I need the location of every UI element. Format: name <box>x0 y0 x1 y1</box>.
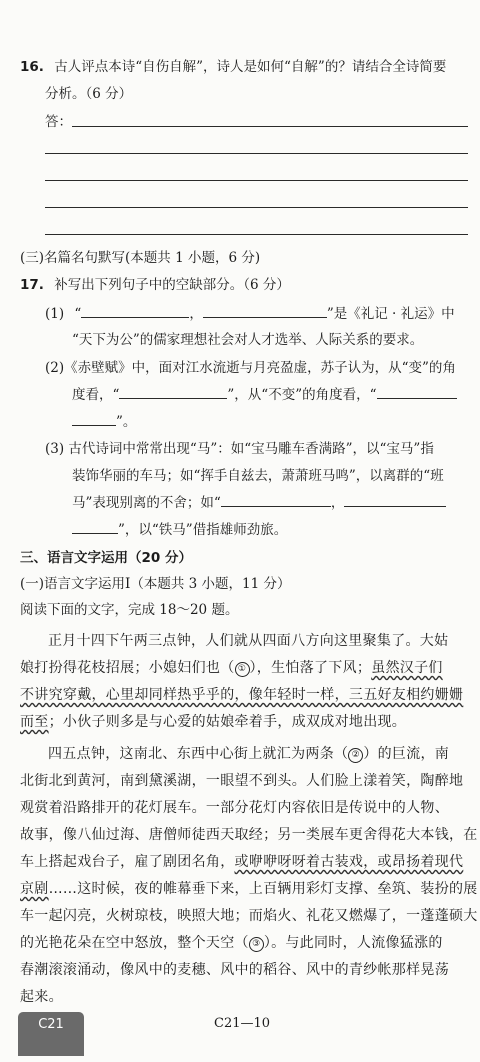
reading-instruction: 阅读下面的文字，完成 18～20 题。 <box>20 602 239 618</box>
passage-p1-line1: 正月十四下午两三点钟，人们就从四面八方向这里聚集了。大姑 <box>48 633 449 649</box>
wavy-underlined-sentence: 而至 <box>20 714 49 730</box>
item1-number: (1) <box>45 306 65 322</box>
wavy-underlined-sentence: 或咿咿呀呀着古装戏，或昂扬着现代 <box>234 854 464 870</box>
answer-line-1[interactable] <box>72 126 468 127</box>
answer-label: 答： <box>45 114 72 130</box>
text-span: ）。与此同时，人流像猛涨的 <box>263 935 443 951</box>
section-heading-language: 三、语言文字运用（20 分） <box>20 550 192 566</box>
text-span: ）的巨流，南 <box>363 746 450 762</box>
q17-item1-line1 <box>45 302 455 322</box>
answer-line-5[interactable] <box>45 234 468 235</box>
blank-3-2b[interactable] <box>72 520 118 534</box>
item3-prefix: 马”表现别离的不舍；如“ <box>72 495 221 511</box>
passage-p1-line4 <box>20 711 406 731</box>
answer-line-3[interactable] <box>45 180 468 181</box>
page-number: C21—10 <box>214 1016 271 1031</box>
q17-item3-line2: 装饰华丽的车马；如“挥手自兹去，萧萧班马鸣”，以离群的“班 <box>72 468 444 484</box>
passage-p2-line3: 观赏着沿路排开的花灯展车。一部分花灯内容依旧是传说中的人物、 <box>20 800 449 816</box>
blank-3-1[interactable] <box>221 493 331 507</box>
blank-marker-1: ① <box>235 662 250 677</box>
passage-p2-line4: 故事，像八仙过海、唐僧师徒西天取经；另一类展车更舍得花大本钱，在 <box>20 827 478 843</box>
q17-item1-line2: “天下为公”的儒家理想社会对人才选举、人际关系的要求。 <box>72 332 424 348</box>
comma: ， <box>330 495 345 511</box>
blank-2-2b[interactable] <box>72 412 116 426</box>
text-span: ），生怕落了下风； <box>249 660 372 676</box>
passage-p2-line9: 春潮滚滚涌动，像风中的麦穗、风中的稻谷、风中的青纱帐那样晃荡 <box>20 962 449 978</box>
q17-item2-line2 <box>72 383 457 403</box>
q17-item3-line3 <box>72 491 446 511</box>
text-span: 娘打扮得花枝招展；小媳妇们也（ <box>20 660 235 676</box>
passage-p2-line5 <box>20 851 463 871</box>
passage-p2-line7: 车一起闪亮，火树琼枝，映照大地；而焰火、礼花又燃爆了，一蓬蓬硕大 <box>20 908 478 924</box>
text-span: 的光艳花朵在空中怒放，整个天空（ <box>20 935 249 951</box>
page-tab <box>18 1012 84 1056</box>
passage-p1-line3 <box>20 684 463 704</box>
wavy-underlined-sentence: 京剧 <box>20 881 49 897</box>
subsection-heading: (一)语言文字运用Ⅰ（本题共 3 小题，11 分） <box>20 576 291 592</box>
passage-p2-line8 <box>20 932 443 952</box>
comma: ， <box>189 306 203 322</box>
item2-mid: ”，从“不变”的角度看，“ <box>227 387 377 403</box>
q17-item2-line3 <box>72 410 136 430</box>
blank-3-2a[interactable] <box>344 493 446 507</box>
q16-text: 古人评点本诗“自伤自解”，诗人是如何“自解”的？请结合全诗简要 <box>54 59 447 75</box>
text-span: 四五点钟，这南北、东西中心街上就汇为两条（ <box>48 746 349 762</box>
text-span: ；小伙子则多是与心爱的姑娘牵着手，成双成对地出现。 <box>48 714 407 730</box>
passage-p2-line6 <box>20 878 478 898</box>
answer-line-4[interactable] <box>45 207 468 208</box>
page-tab-label: C21 <box>38 1017 64 1032</box>
passage-p2-line2: 北街北到黄河，南到黛溪湖，一眼望不到头。人们脸上漾着笑，陶醉地 <box>20 773 464 789</box>
passage-p1-line2 <box>20 657 443 677</box>
section-heading-mingju: (三)名篇名句默写(本题共 1 小题，6 分) <box>20 250 261 266</box>
passage-p2-line10: 起来。 <box>20 989 63 1005</box>
q17-stem: 补写出下列句子中的空缺部分。（6 分） <box>54 277 290 293</box>
wavy-underlined-sentence: 不讲究穿戴，心里却同样热乎乎的，像年轻时一样，三五好友相约姗姗 <box>20 687 464 703</box>
blank-marker-3: ③ <box>249 937 264 952</box>
item2-tail: ”。 <box>116 414 137 430</box>
passage-p2-line1 <box>48 743 449 763</box>
answer-line-2[interactable] <box>45 153 468 154</box>
text-span: ……这时候，夜的帷幕垂下来，上百辆用彩灯支撑、垒筑、装扮的展 <box>48 881 478 897</box>
blank-1-1[interactable] <box>81 304 189 318</box>
blank-2-2a[interactable] <box>377 385 457 399</box>
q16-line1 <box>20 55 446 75</box>
q16-number: 16. <box>20 59 44 75</box>
q17-number: 17. <box>20 277 44 293</box>
q17-item2-line1: (2)《赤壁赋》中，面对江水流逝与月亮盈虚，苏子认为，从“变”的角 <box>45 360 456 376</box>
wavy-underlined-sentence: 虽然汉子们 <box>371 660 443 676</box>
quote-open: “ <box>74 306 82 322</box>
q17-item3-line4 <box>72 518 287 538</box>
item3-tail: ”，以“铁马”借指雄师劲旅。 <box>118 522 288 538</box>
q16-line2: 分析。（6 分） <box>45 86 133 102</box>
blank-2-1[interactable] <box>119 385 227 399</box>
text-span: 车上搭起戏台子，雇了剧团名角， <box>20 854 235 870</box>
q17-line <box>20 273 290 293</box>
blank-marker-2: ② <box>348 748 363 763</box>
blank-1-2[interactable] <box>203 304 327 318</box>
item2-prefix: 度看，“ <box>72 387 120 403</box>
q17-item3-line1: (3) 古代诗词中常常出现“马”：如“宝马雕车香满路”，以“宝马”指 <box>45 441 434 457</box>
item1-tail: ”是《礼记 · 礼运》中 <box>326 306 455 322</box>
